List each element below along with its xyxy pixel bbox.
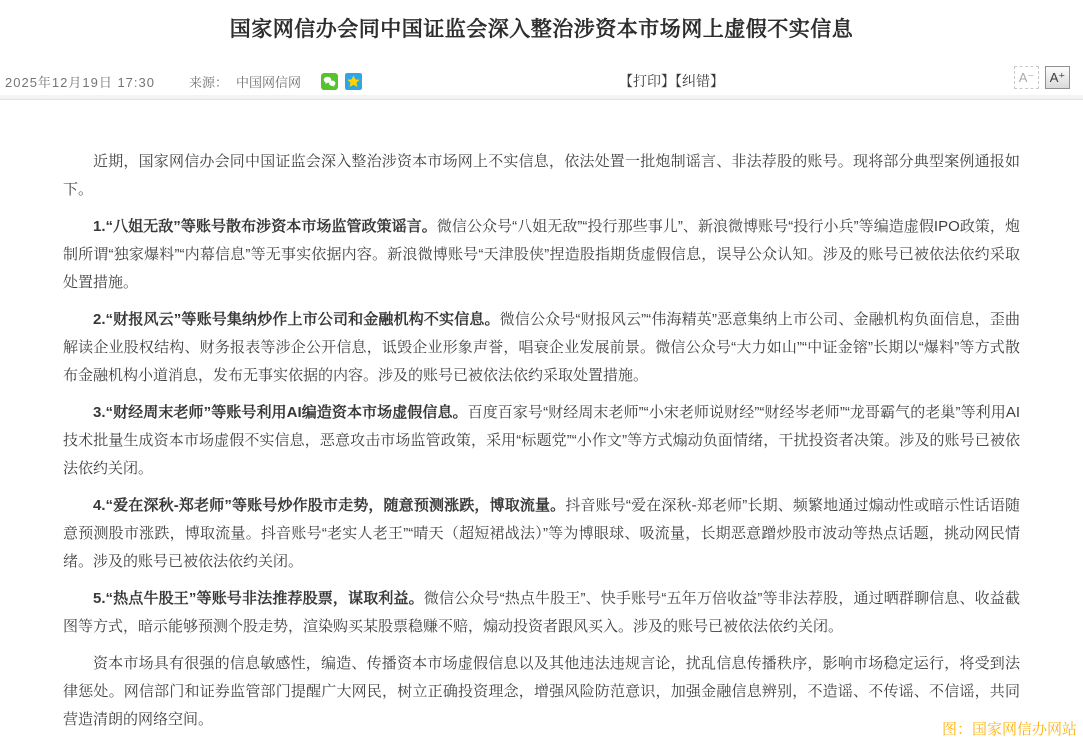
case-item-3 <box>63 399 1020 483</box>
paragraph-text: 资本市场具有很强的信息敏感性，编造、传播资本市场虚假信息以及其他违法违规言论，扰乱信息传播秩序，影响市场稳定运行，将受到法律惩处。网信部门和证券监管部门提醒广大网民，树立正确投资理念，增强风险防范意识，加强金融信息辨别，不造谣、不传谣、不信谣，共同营造清朗的网络空间。 <box>63 655 1020 728</box>
case-lead: 5.“热点牛股王”等账号非法推荐股票，谋取利益。 <box>93 590 424 607</box>
case-body: 微信公众号“财报风云”“伟海精英”恶意集纳上市公司、金融机构负面信息，歪曲解读企业股权结构、财务报表等涉企公开信息，诋毁企业形象声誉，唱衰企业发展前景。微信公众号“大力如山”“中证金镕”长期以“爆料”等方式散布金融机构小道消息，发布无事实依据的内容。涉及的账号已被依法依约采取处置措施。 <box>63 311 1021 384</box>
font-decrease-button[interactable]: A⁻ <box>1014 66 1039 89</box>
font-size-controls <box>1014 66 1070 89</box>
paragraph-text: 近期，国家网信办会同中国证监会深入整治涉资本市场网上不实信息，依法处置一批炮制谣言、非法荐股的账号。现将部分典型案例通报如下。 <box>63 153 1020 198</box>
source-label: 来源： <box>188 74 228 90</box>
case-item-5 <box>63 585 1020 641</box>
page-title: 国家网信办会同中国证监会深入整治涉资本市场网上虚假不实信息 <box>229 18 854 41</box>
wechat-share-icon[interactable] <box>321 73 338 90</box>
error-report-button[interactable]: 【纠错】 <box>675 73 724 89</box>
intro-paragraph <box>63 148 1020 204</box>
closing-paragraph <box>63 650 1020 734</box>
case-body: 抖音账号“爱在深秋-郑老师”长期、频繁地通过煽动性或暗示性话语随意预测股市涨跌，博取流量。抖音账号“老实人老王”“晴天（超短裙战法）”等为博眼球、吸流量，长期恶意蹭炒股市波动等热点话题，挑动网民情绪。涉及的账号已被依法依约关闭。 <box>63 497 1020 570</box>
print-button[interactable]: 【打印】 <box>619 73 675 89</box>
publish-date: 2025年12月19日 17:30 <box>5 74 155 90</box>
case-body: 百度百家号“财经周末老师”“小宋老师说财经”“财经岑老师”“龙哥霸气的老巢”等利用AI技术批量生成资本市场虚假不实信息，恶意攻击市场监管政策，采用“标题党”“小作文”等方式煽动负面情绪，干扰投资者决策。涉及的账号已被依法依约关闭。 <box>63 404 1021 477</box>
case-lead: 3.“财经周末老师”等账号利用AI编造资本市场虚假信息。 <box>93 404 468 421</box>
article-body <box>0 101 1083 743</box>
source-name: 中国网信网 <box>236 74 302 90</box>
case-lead: 1.“八姐无敌”等账号散布涉资本市场监管政策谣言。 <box>93 218 437 235</box>
case-lead: 4.“爱在深秋-郑老师”等账号炒作股市走势，随意预测涨跌，博取流量。 <box>93 497 566 514</box>
header-divider <box>0 95 1083 100</box>
font-increase-button[interactable]: A⁺ <box>1045 66 1070 89</box>
meta-info <box>5 70 369 92</box>
case-item-2 <box>63 306 1020 390</box>
case-body: 微信公众号“八姐无敌”“投行那些事儿”、新浪微博账号“投行小兵”等编造虚假IPO政策，炮制所谓“独家爆料”“内幕信息”等无事实依据内容。新浪微博账号“天津股侠”捏造股指期货虚假信息，误导公众认知。涉及的账号已被依法依约采取处置措施。 <box>63 218 1020 291</box>
case-lead: 2.“财报风云”等账号集纳炒作上市公司和金融机构不实信息。 <box>93 311 500 328</box>
meta-bar <box>0 70 1083 96</box>
article-actions <box>619 71 724 91</box>
qzone-share-icon[interactable] <box>345 73 362 90</box>
case-item-4 <box>63 492 1020 576</box>
case-item-1 <box>63 213 1020 297</box>
image-credit: 图：国家网信办网站 <box>941 721 1077 738</box>
case-body: 微信公众号“热点牛股王”、快手账号“五年万倍收益”等非法荐股，通过晒群聊信息、收益截图等方式，暗示能够预测个股走势，渲染购买某股票稳赚不赔，煽动投资者跟风买入。涉及的账号已被依法依约关闭。 <box>63 590 1020 635</box>
